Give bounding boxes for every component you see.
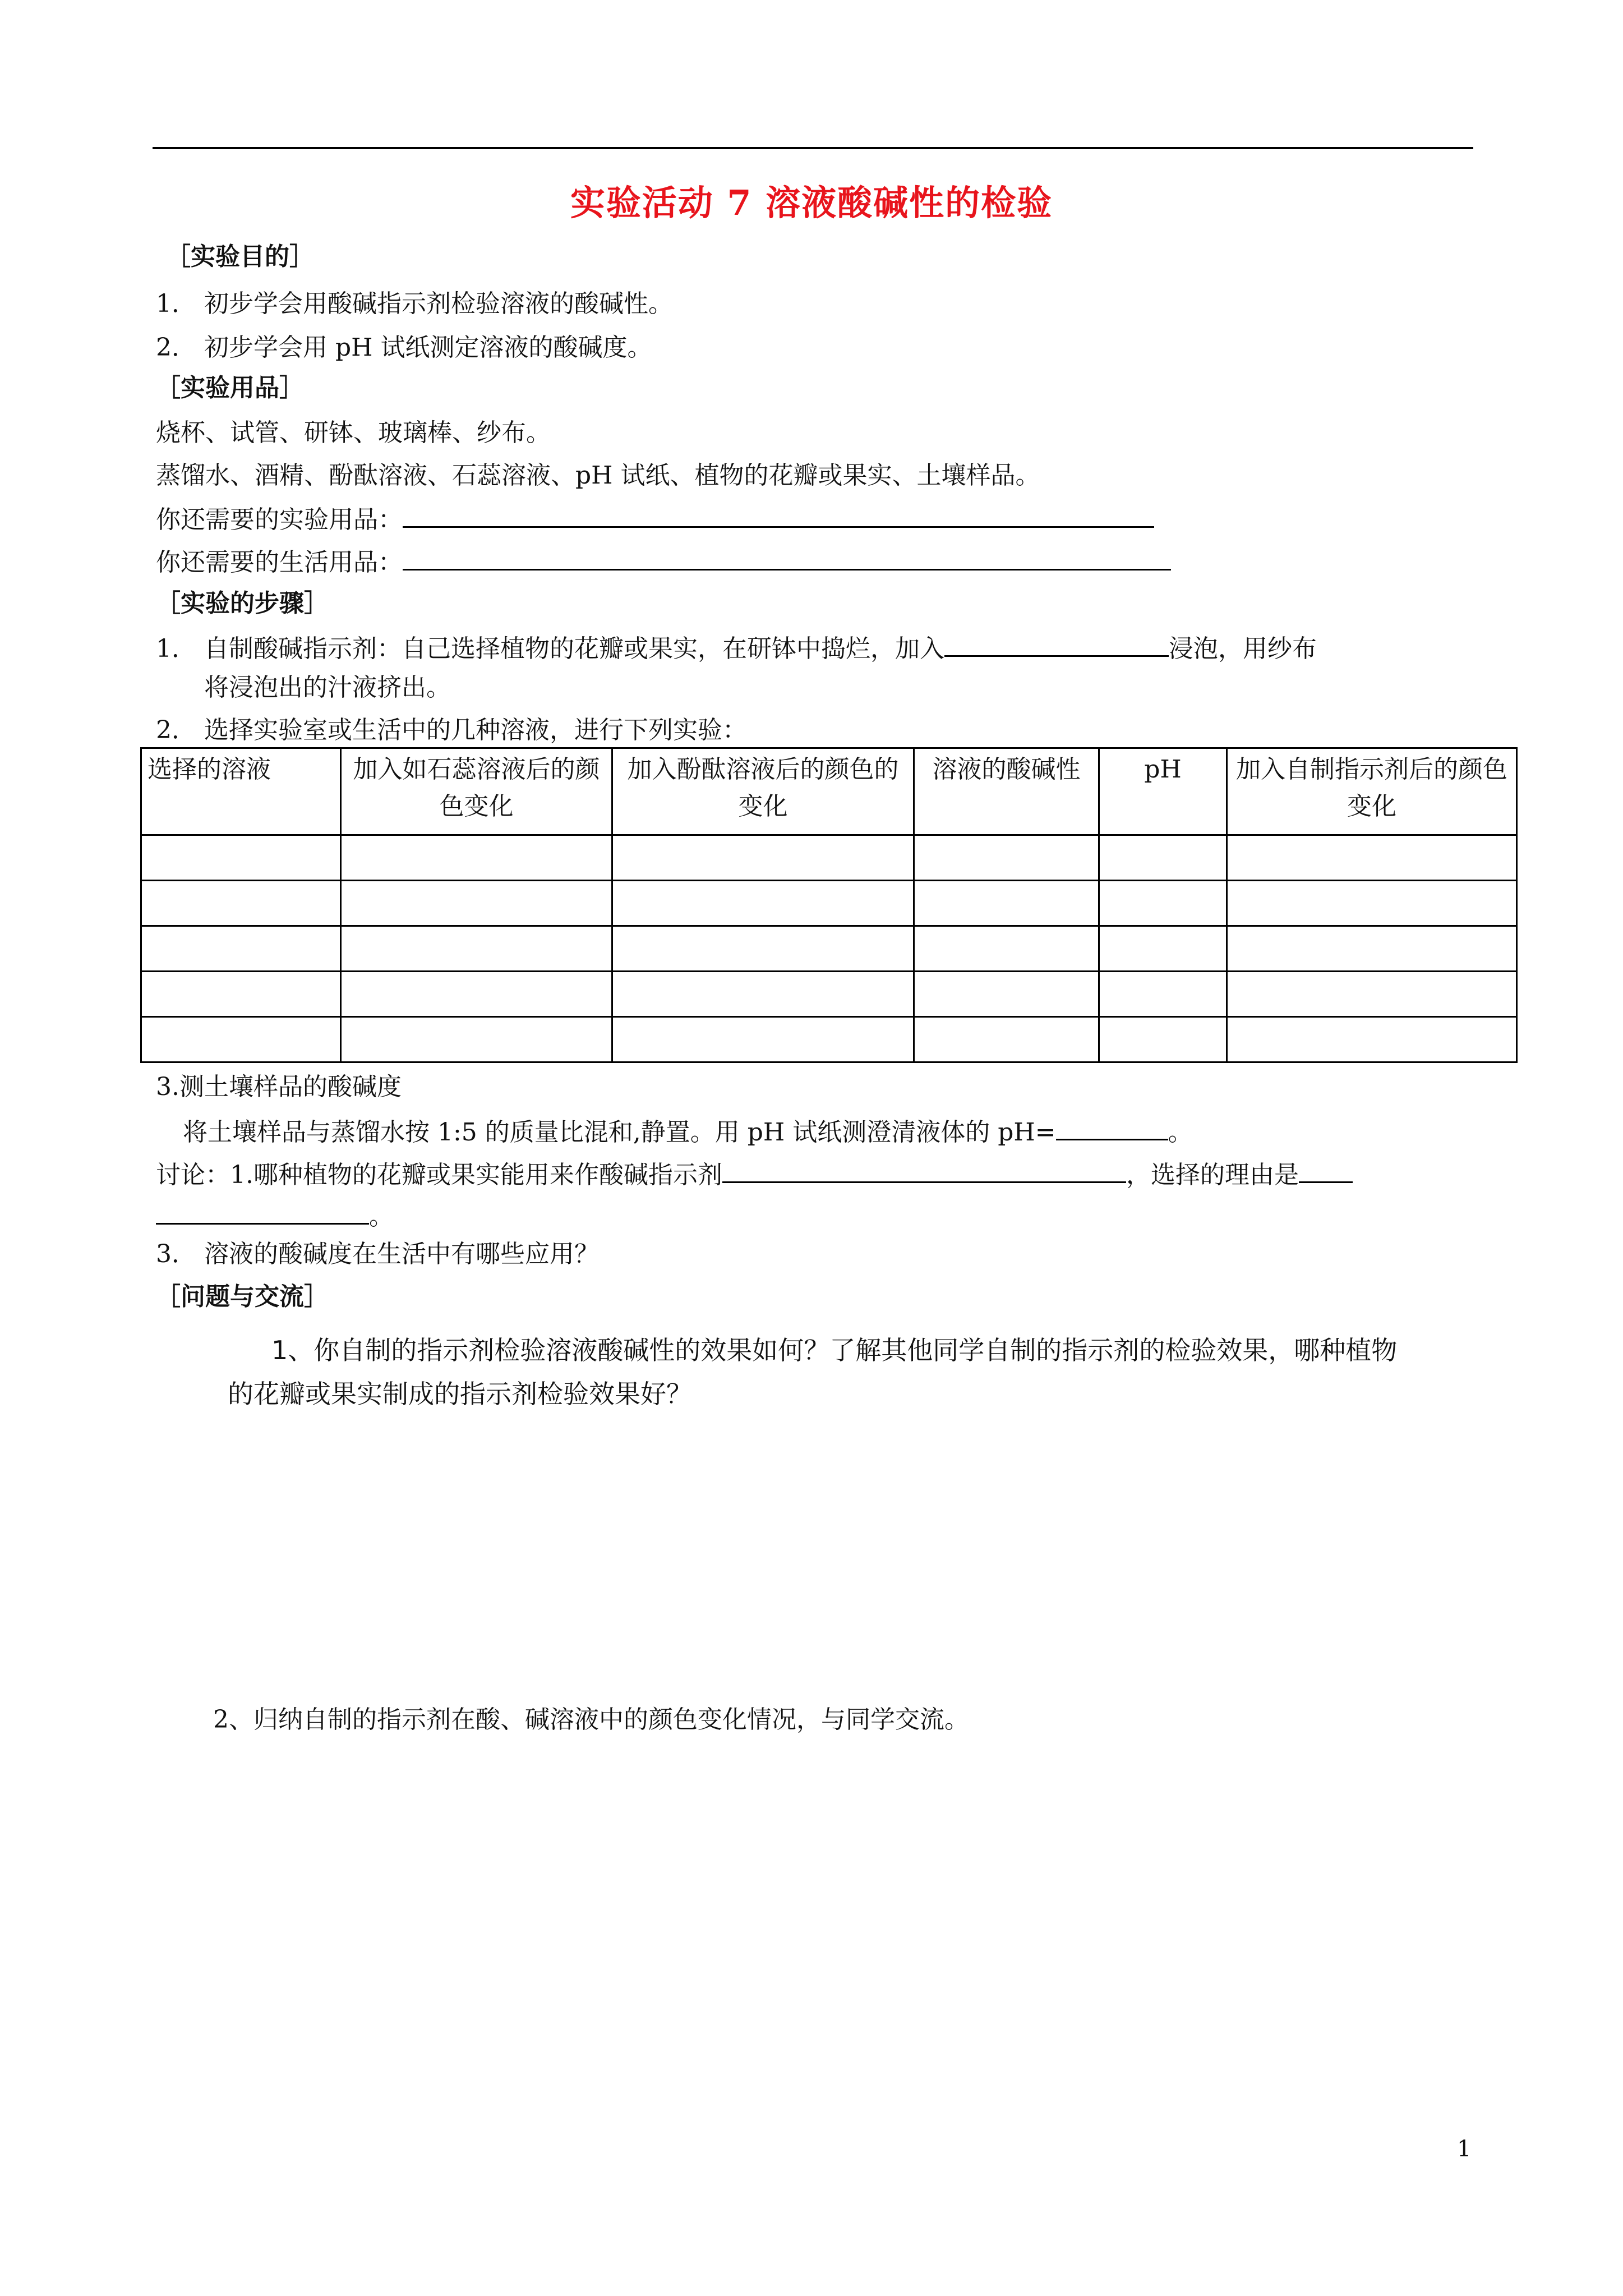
experiment-table — [140, 747, 1518, 1063]
discussion-q1-end: 。 — [369, 1202, 394, 1231]
table-cell[interactable] — [1227, 1017, 1517, 1062]
table-cell[interactable] — [914, 835, 1099, 881]
table-row — [141, 972, 1517, 1017]
header-rule — [153, 147, 1473, 149]
table-cell[interactable] — [141, 835, 341, 881]
table-header-row — [141, 748, 1517, 835]
table-cell[interactable] — [1099, 972, 1227, 1017]
supplies-reagents: 蒸馏水、酒精、酚酞溶液、石蕊溶液、pH 试纸、植物的花瓣或果实、土壤样品。 — [156, 461, 1040, 490]
table-cell[interactable] — [1099, 926, 1227, 972]
reason-blank-end[interactable] — [156, 1200, 369, 1225]
table-cell[interactable] — [141, 1017, 341, 1062]
table-cell[interactable] — [612, 926, 914, 972]
table-row — [141, 835, 1517, 881]
step1-text-b: 浸泡，用纱布 — [1168, 634, 1317, 663]
page-title: 实验活动 7 溶液酸碱性的检验 — [570, 182, 1053, 223]
soil-ph-blank[interactable] — [1056, 1116, 1168, 1140]
table-cell[interactable] — [341, 881, 612, 926]
table-cell[interactable] — [612, 881, 914, 926]
table-cell[interactable] — [1227, 972, 1517, 1017]
page-number: 1 — [1457, 2136, 1472, 2162]
table-cell[interactable] — [1099, 835, 1227, 881]
table-row — [141, 1017, 1517, 1062]
purpose-item-1: 1． 初步学会用酸碱指示剂检验溶液的酸碱性。 — [156, 289, 673, 318]
need-lab-label: 你还需要的实验用品： — [156, 505, 403, 534]
exchange-q1-line1: 1、你自制的指示剂检验溶液酸碱性的效果如何？了解其他同学自制的指示剂的检验效果，哪种植物 — [271, 1335, 1398, 1365]
table-header-homemade-indicator: 加入自制指示剂后的颜色变化 — [1227, 748, 1517, 835]
table-cell[interactable] — [1099, 881, 1227, 926]
table-cell[interactable] — [1227, 881, 1517, 926]
table-cell[interactable] — [341, 972, 612, 1017]
need-life-label: 你还需要的生活用品： — [156, 548, 403, 577]
table-cell[interactable] — [914, 881, 1099, 926]
table-row — [141, 926, 1517, 972]
table-row — [141, 881, 1517, 926]
reason-blank-start[interactable] — [1299, 1159, 1353, 1183]
table-cell[interactable] — [341, 926, 612, 972]
table-header-litmus: 加入如石蕊溶液后的颜色变化 — [341, 748, 612, 835]
purpose-heading: ［实验目的］ — [166, 242, 314, 271]
supplies-equipment: 烧杯、试管、研钵、玻璃棒、纱布。 — [156, 418, 551, 447]
need-life-line — [156, 546, 1171, 578]
steps-heading: ［实验的步骤］ — [156, 589, 329, 618]
table-cell[interactable] — [1227, 835, 1517, 881]
table-header-ph: pH — [1099, 748, 1227, 835]
soil-text-a: 将土壤样品与蒸馏水按 1:5 的质量比混和,静置。用 pH 试纸测澄清液体的 pH= — [183, 1118, 1056, 1147]
step1-text-a: 1． 自制酸碱指示剂：自己选择植物的花瓣或果实，在研钵中捣烂，加入 — [156, 634, 944, 663]
plant-choice-blank[interactable] — [722, 1159, 1126, 1183]
table-cell[interactable] — [341, 1017, 612, 1062]
exchange-heading: ［问题与交流］ — [156, 1282, 329, 1311]
soak-liquid-blank[interactable] — [944, 633, 1169, 657]
discussion-q1-line — [156, 1159, 1353, 1190]
supplies-heading: ［实验用品］ — [156, 374, 304, 402]
discussion-q1-text-a: 讨论：1.哪种植物的花瓣或果实能用来作酸碱指示剂 — [156, 1161, 722, 1189]
table-cell[interactable] — [1227, 926, 1517, 972]
table-cell[interactable] — [612, 972, 914, 1017]
purpose-item-2: 2． 初步学会用 pH 试纸测定溶液的酸碱度。 — [156, 333, 652, 362]
table-cell[interactable] — [141, 881, 341, 926]
step2-text: 2． 选择实验室或生活中的几种溶液，进行下列实验： — [156, 716, 747, 744]
discussion-q1-line2 — [156, 1200, 394, 1232]
table-cell[interactable] — [914, 1017, 1099, 1062]
need-life-blank[interactable] — [403, 546, 1171, 570]
step1-text-c: 将浸泡出的汁液挤出。 — [204, 673, 451, 702]
soil-text-b: 。 — [1168, 1118, 1193, 1147]
table-cell[interactable] — [341, 835, 612, 881]
table-cell[interactable] — [141, 972, 341, 1017]
table-cell[interactable] — [612, 835, 914, 881]
need-lab-blank[interactable] — [403, 504, 1154, 528]
soil-line — [183, 1116, 1193, 1148]
discussion-q3: 3． 溶液的酸碱度在生活中有哪些应用？ — [156, 1240, 599, 1268]
table-cell[interactable] — [914, 972, 1099, 1017]
exchange-q2: 2、归纳自制的指示剂在酸、碱溶液中的颜色变化情况，与同学交流。 — [213, 1705, 969, 1734]
discussion-q1-text-b: ，选择的理由是 — [1126, 1161, 1299, 1189]
step1-line — [156, 633, 1317, 664]
table-header-phenolphthalein: 加入酚酞溶液后的颜色的变化 — [612, 748, 914, 835]
table-cell[interactable] — [914, 926, 1099, 972]
table-header-solution: 选择的溶液 — [141, 748, 341, 835]
table-cell[interactable] — [141, 926, 341, 972]
table-cell[interactable] — [612, 1017, 914, 1062]
table-header-acidity: 溶液的酸碱性 — [914, 748, 1099, 835]
table-cell[interactable] — [1099, 1017, 1227, 1062]
soil-heading: 3.测土壤样品的酸碱度 — [156, 1073, 402, 1101]
exchange-q1-line2: 的花瓣或果实制成的指示剂检验效果好？ — [228, 1379, 692, 1409]
need-lab-line — [156, 504, 1154, 535]
